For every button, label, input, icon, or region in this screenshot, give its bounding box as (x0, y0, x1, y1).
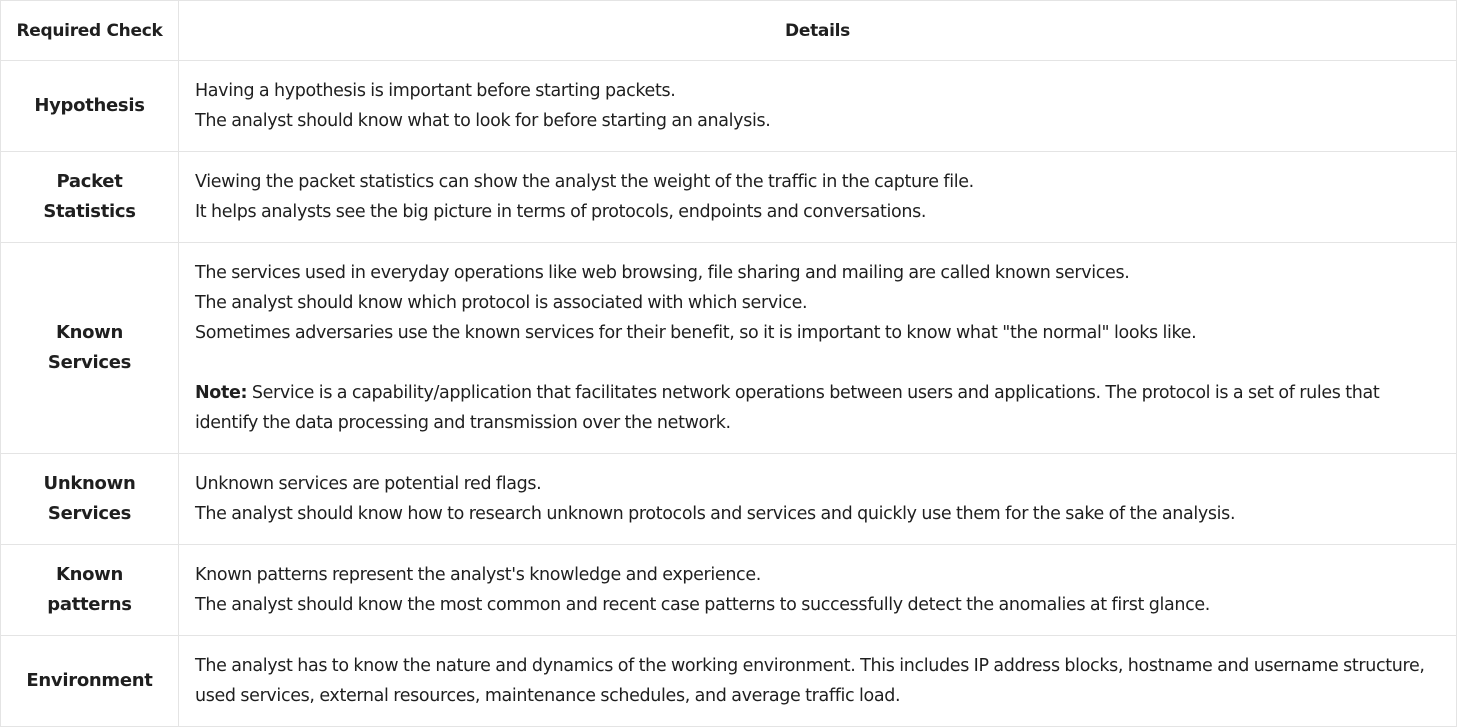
details-line: The analyst should know the most common and recent case patterns to successfully detect the anomalies at first glance. (195, 595, 1210, 615)
table-row (1, 243, 1457, 454)
check-cell: Packet Statistics (1, 152, 179, 243)
details-cell (179, 152, 1457, 243)
details-note (195, 378, 1440, 438)
details-line: Sometimes adversaries use the known services for their benefit, so it is important to know what "the normal" looks like. (195, 323, 1197, 343)
table-row (1, 152, 1457, 243)
details-line: Known patterns represent the analyst's knowledge and experience. (195, 565, 761, 585)
details-line: The analyst should know which protocol is associated with which service. (195, 293, 808, 313)
check-cell: Environment (1, 636, 179, 727)
details-cell (179, 61, 1457, 152)
note-label: Note: (195, 383, 248, 403)
details-cell (179, 243, 1457, 454)
details-line: The analyst has to know the nature and dynamics of the working environment. This includes IP address blocks, hostname and username structure, used services, external resources, maintenance schedules, and average traffic load. (195, 656, 1425, 706)
details-line: Having a hypothesis is important before starting packets. (195, 81, 676, 101)
table-row (1, 454, 1457, 545)
details-line: It helps analysts see the big picture in terms of protocols, endpoints and conversations. (195, 202, 927, 222)
header-required-check: Required Check (1, 1, 179, 61)
details-cell (179, 454, 1457, 545)
check-cell: Known patterns (1, 545, 179, 636)
header-row (1, 1, 1457, 61)
header-details: Details (179, 1, 1457, 61)
check-cell: Hypothesis (1, 61, 179, 152)
details-line: Unknown services are potential red flags. (195, 474, 542, 494)
note-text: Service is a capability/application that facilitates network operations between users and applications. The protocol is a set of rules that identify the data processing and transmission over the network. (195, 383, 1380, 433)
details-line: The analyst should know how to research unknown protocols and services and quickly use them for the sake of the analysis. (195, 504, 1236, 524)
details-line: The analyst should know what to look for before starting an analysis. (195, 111, 771, 131)
details-cell (179, 636, 1457, 727)
check-cell: Known Services (1, 243, 179, 454)
details-cell (179, 545, 1457, 636)
check-cell: Unknown Services (1, 454, 179, 545)
table-header (1, 1, 1457, 61)
table-row (1, 545, 1457, 636)
paragraph-gap (195, 348, 1440, 378)
details-line: Viewing the packet statistics can show the analyst the weight of the traffic in the capture file. (195, 172, 974, 192)
table-row (1, 61, 1457, 152)
table-row (1, 636, 1457, 727)
details-line: The services used in everyday operations like web browsing, file sharing and mailing are called known services. (195, 263, 1130, 283)
table-body (1, 61, 1457, 727)
